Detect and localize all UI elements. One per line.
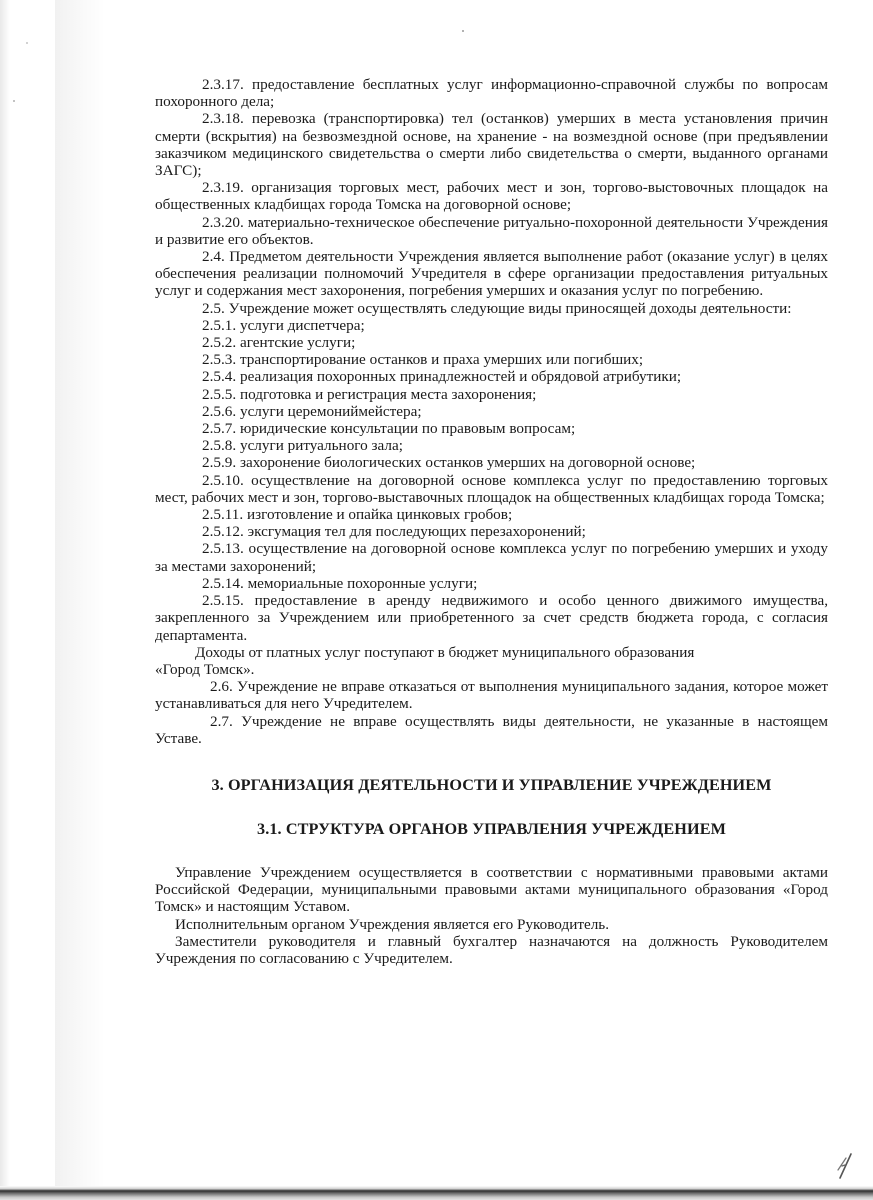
paragraph-2-5-11: 2.5.11. изготовление и опайка цинковых гробов; <box>202 506 513 524</box>
list-item: 2.5.2. агентские услуги; <box>202 334 356 352</box>
paragraph-2-5: 2.5. Учреждение может осуществлять следующие виды приносящей доходы деятельности: <box>202 299 792 317</box>
paragraph-3-deputies: Заместители руководителя и главный бухгалтер назначаются на должность Руководителем Учреждения по согласованию с Учредителем. <box>155 932 828 967</box>
scan-speck <box>13 100 15 102</box>
list-item: 2.5.4. реализация похоронных принадлежностей и обрядовой атрибутики; <box>202 368 682 386</box>
scan-speck <box>462 30 464 32</box>
list-item: 2.5.7. юридические консультации по правовым вопросам; <box>202 420 576 438</box>
list-item: 2.5.1. услуги диспетчера; <box>202 316 365 334</box>
document-body <box>155 76 828 967</box>
paragraph-2-5-12: 2.5.12. эксгумация тел для последующих перезахоронений; <box>202 523 586 541</box>
paragraph-2-3-20: 2.3.20. материально-техническое обеспечение ритуально-похоронной деятельности Учреждения и развитие его объектов. <box>155 213 828 248</box>
paragraph-2-4: 2.4. Предметом деятельности Учреждения является выполнение работ (оказание услуг) в целях обеспечения реализации полномочий Учредителя в сфере организации предоставления ритуальных услуг и содержания мест захоронения, погребения умерших и оказания услуг по погребению. <box>155 248 828 300</box>
income-line-1: Доходы от платных услуг поступают в бюджет муниципального образования <box>195 643 695 661</box>
paragraph-2-5-13: 2.5.13. осуществление на договорной основе комплекса услуг по погребению умерших и уходу за местами захоронений; <box>155 540 828 575</box>
paragraph-3-management: Управление Учреждением осуществляется в соответствии с нормативными правовыми актами Российской Федерации, муниципальными правовыми актами муниципального образования «Город Томск» и настоящим Уставом. <box>155 863 828 916</box>
paragraph-2-5-10: 2.5.10. осуществление на договорной основе комплекса услуг по предоставлению торговых мест, рабочих мест и зон, торгово-выставочных площадок на общественных кладбищах города Томска; <box>155 471 828 506</box>
scan-speck <box>26 42 28 44</box>
list-item: 2.5.8. услуги ритуального зала; <box>202 437 403 455</box>
section-3-1-heading: 3.1. СТРУКТУРА ОРГАНОВ УПРАВЛЕНИЯ УЧРЕЖДЕНИЕМ <box>257 819 726 838</box>
paragraph-3-executive: Исполнительным органом Учреждения является его Руководитель. <box>175 915 609 933</box>
section-3-heading: 3. ОРГАНИЗАЦИЯ ДЕЯТЕЛЬНОСТИ И УПРАВЛЕНИЕ УЧРЕЖДЕНИЕМ <box>211 775 772 794</box>
list-item: 2.5.5. подготовка и регистрация места захоронения; <box>202 385 537 403</box>
paragraph-2-5-15: 2.5.15. предоставление в аренду недвижимого и особо ценного движимого имущества, закрепленного за Учреждением или приобретенного за счет средств бюджета города, с согласия департамента. <box>155 592 828 644</box>
list-item: 2.5.6. услуги церемониймейстера; <box>202 402 422 420</box>
paragraph-2-5-14: 2.5.14. мемориальные похоронные услуги; <box>202 574 478 592</box>
paragraph-2-3-17: 2.3.17. предоставление бесплатных услуг информационно-справочной службы по вопросам похоронного дела; <box>155 76 828 111</box>
list-2-5 <box>155 317 828 472</box>
scan-fold-shade <box>55 0 105 1200</box>
list-item: 2.5.9. захоронение биологических останков умерших на договорной основе; <box>202 454 696 472</box>
scan-bottom-edge <box>0 1186 873 1200</box>
income-line-2: «Город Томск». <box>155 660 255 678</box>
list-item: 2.5.3. транспортирование останков и праха умерших или погибших; <box>202 351 644 369</box>
paragraph-2-7: 2.7. Учреждение не вправе осуществлять виды деятельности, не указанные в настоящем Уставе. <box>155 712 828 747</box>
scan-left-shadow <box>0 0 10 1200</box>
paragraph-2-6: 2.6. Учреждение не вправе отказаться от выполнения муниципального задания, которое может устанавливаться для него Учредителем. <box>155 678 828 713</box>
paragraph-2-3-19: 2.3.19. организация торговых мест, рабочих мест и зон, торгово-выстовочных площадок на общественных кладбищах города Томска на договорной основе; <box>155 179 828 214</box>
signature-mark-icon <box>836 1148 856 1182</box>
paragraph-2-3-18: 2.3.18. перевозка (транспортировка) тел (останков) умерших в места установления причин смерти (вскрытия) на безвозмездной основе, на хранение - на возмездной основе (при предъявлении заказчиком медицинского свидетельства о смерти либо свидетельства о смерти, выданного органами ЗАГС); <box>155 110 828 180</box>
